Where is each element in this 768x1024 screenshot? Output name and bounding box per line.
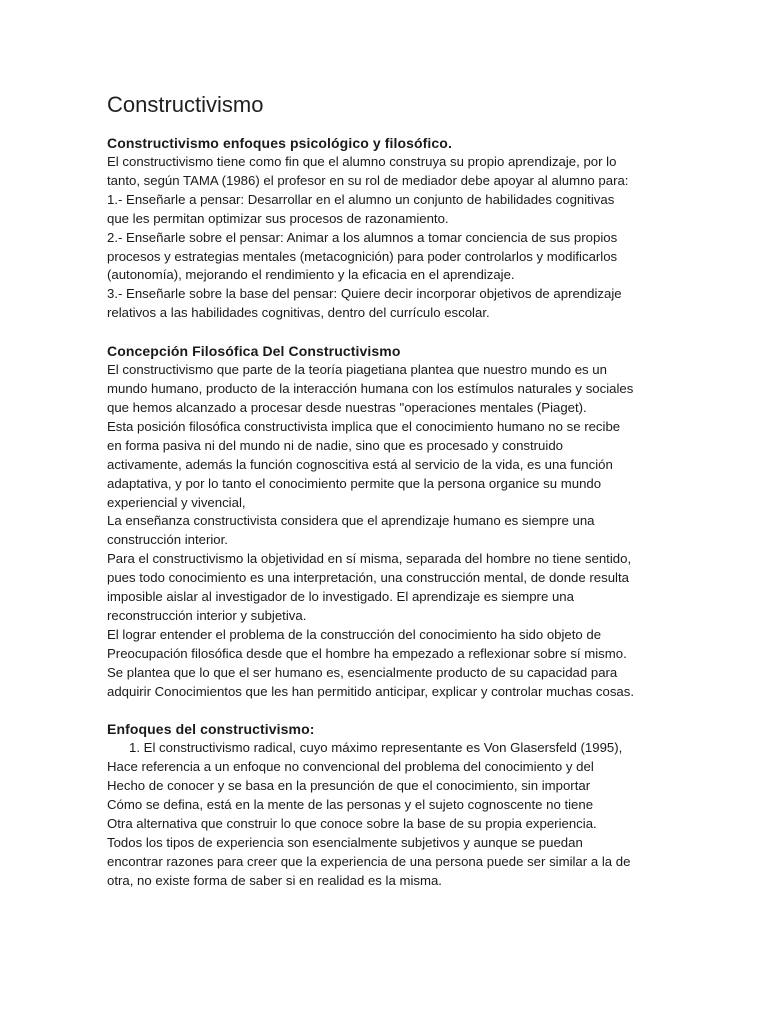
- paragraph-line: El lograr entender el problema de la construcción del conocimiento ha sido objeto de: [107, 626, 602, 642]
- paragraph-line: Hace referencia a un enfoque no convencional del problema del conocimiento y del: [107, 759, 594, 775]
- section-enfoques: [107, 720, 667, 890]
- paragraph-line: activamente, además la función cognoscitiva está al servicio de la vida, es una función: [107, 456, 613, 472]
- paragraph-line: 3.- Enseñarle sobre la base del pensar: Quiere decir incorporar objetivos de aprendizaje: [107, 286, 622, 302]
- paragraph-line: tanto, según TAMA (1986) el profesor en su rol de mediador debe apoyar al alumno para:: [107, 172, 629, 188]
- paragraph-line: El constructivismo tiene como fin que el alumno construya su propio aprendizaje, por lo: [107, 154, 617, 169]
- paragraph-line: 1.- Enseñarle a pensar: Desarrollar en el alumno un conjunto de habilidades cognitivas: [107, 191, 615, 207]
- section-psicologico-filosofico: [107, 134, 667, 323]
- section-concepcion-filosofica: [107, 342, 667, 701]
- paragraph-line: mundo humano, producto de la interacción humana con los estímulos naturales y sociales: [107, 381, 634, 397]
- paragraph-line: reconstrucción interior y subjetiva.: [107, 607, 307, 623]
- section-heading: Constructivismo enfoques psicológico y filosófico.: [107, 135, 452, 151]
- paragraph-line: El constructivismo que parte de la teoría piagetiana plantea que nuestro mundo es un: [107, 362, 607, 378]
- paragraph-line: imposible aislar al investigador de lo investigado. El aprendizaje es siempre una: [107, 589, 574, 605]
- section-spacer: [107, 701, 667, 720]
- paragraph-line: adaptativa, y por lo tanto el conocimiento permite que la persona organice su mundo: [107, 475, 602, 491]
- paragraph-line: Para el constructivismo la objetividad en sí misma, separada del hombre no tiene sentido,: [107, 551, 632, 567]
- paragraph-line: encontrar razones para creer que la experiencia de una persona puede ser similar a la de: [107, 853, 631, 869]
- section-heading: Concepción Filosófica Del Constructivismo: [107, 343, 401, 360]
- paragraph-line: Preocupación filosófica desde que el hombre ha empezado a reflexionar sobre sí mismo.: [107, 645, 627, 661]
- section-spacer: [107, 323, 667, 342]
- paragraph-line: experiencial y vivencial,: [107, 494, 246, 510]
- paragraph-line: Todos los tipos de experiencia son esencialmente subjetivos y aunque se puedan: [107, 835, 583, 850]
- paragraph-line: que hemos alcanzado a procesar desde nuestras "operaciones mentales (Piaget).: [107, 399, 587, 415]
- paragraph-line: construcción interior.: [107, 532, 228, 548]
- paragraph-line: relativos a las habilidades cognitivas, dentro del currículo escolar.: [107, 305, 490, 321]
- document-page: [107, 90, 667, 891]
- paragraph-line: La enseñanza constructivista considera que el aprendizaje humano es siempre una: [107, 513, 595, 529]
- paragraph-line: procesos y estrategias mentales (metacognición) para poder controlarlos y modificarlos: [107, 248, 618, 264]
- paragraph-line: pues todo conocimiento es una interpretación, una construcción mental, de donde resulta: [107, 570, 629, 586]
- paragraph-line: Esta posición filosófica constructivista implica que el conocimiento humano no se recibe: [107, 418, 621, 434]
- paragraph-line: otra, no existe forma de saber si en realidad es la misma.: [107, 872, 442, 888]
- paragraph-line: (autonomía), mejorando el rendimiento y la eficacia en el aprendizaje.: [107, 267, 515, 283]
- paragraph-line: 2.- Enseñarle sobre el pensar: Animar a los alumnos a tomar conciencia de sus propios: [107, 229, 618, 245]
- paragraph-line: Otra alternativa que construir lo que conoce sobre la base de su propia experiencia.: [107, 816, 597, 832]
- paragraph-line: en forma pasiva ni del mundo ni de nadie, sino que es procesado y construido: [107, 437, 563, 453]
- paragraph-line: Cómo se defina, está en la mente de las personas y el sujeto cognoscente no tiene: [107, 797, 594, 813]
- paragraph-line: que les permitan optimizar sus procesos de razonamiento.: [107, 210, 449, 226]
- section-heading: Enfoques del constructivismo:: [107, 721, 315, 738]
- list-item: 1. El constructivismo radical, cuyo máximo representante es Von Glasersfeld (1995),: [129, 740, 623, 756]
- document-title: Constructivismo: [107, 92, 264, 117]
- paragraph-line: Se plantea que lo que el ser humano es, esencialmente producto de su capacidad para: [107, 664, 618, 680]
- paragraph-line: adquirir Conocimientos que les han permitido anticipar, explicar y controlar muchas cosas.: [107, 683, 635, 699]
- paragraph-line: Hecho de conocer y se basa en la presunción de que el conocimiento, sin importar: [107, 778, 591, 794]
